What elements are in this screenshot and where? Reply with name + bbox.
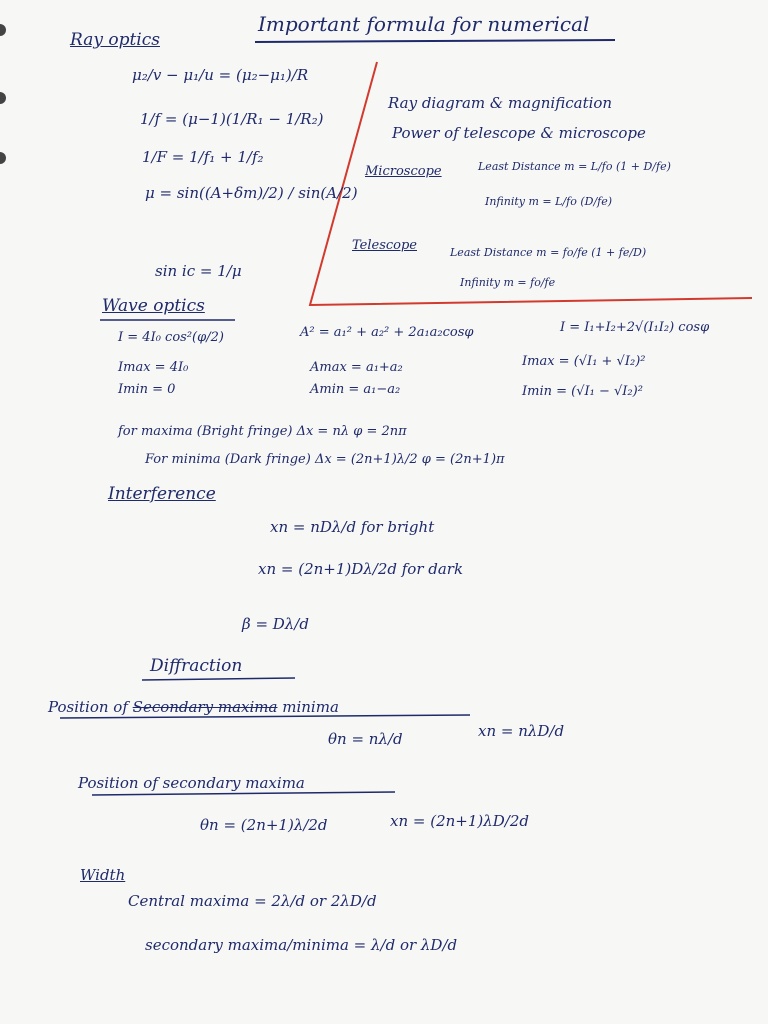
microscope-infinity: Infinity m = L/fo (D/fe) — [485, 195, 613, 208]
telescope-label: Telescope — [352, 238, 417, 253]
amax: Amax = a₁+a₂ — [310, 360, 403, 375]
formula-lens-maker: 1/f = (μ−1)(1/R₁ − 1/R₂) — [140, 110, 324, 128]
box-title-2: Power of telescope & microscope — [392, 124, 646, 142]
diffraction-heading: Diffraction — [150, 656, 243, 676]
secondary-maxima-width: secondary maxima/minima = λ/d or λD/d — [145, 936, 458, 954]
formula-critical-angle: sin ic = 1/μ — [155, 262, 242, 280]
box-title-1: Ray diagram & magnification — [388, 94, 613, 112]
central-maxima-width: Central maxima = 2λ/d or 2λD/d — [128, 892, 377, 910]
minima-word: minima — [282, 698, 339, 716]
position-secondary-maxima-label: Position of secondary maxima — [78, 774, 305, 792]
amplitude-formula: A² = a₁² + a₂² + 2a₁a₂cosφ — [300, 325, 474, 340]
amin: Amin = a₁−a₂ — [310, 382, 401, 397]
maxima-x: xn = (2n+1)λD/2d — [390, 812, 529, 830]
ray-optics-heading: Ray optics — [70, 30, 160, 50]
microscope-label: Microscope — [365, 164, 442, 179]
maxima-condition: for maxima (Bright fringe) Δx = nλ φ = 2nπ — [118, 424, 407, 439]
maxima-theta: θn = (2n+1)λ/2d — [200, 816, 328, 834]
imin-zero: Imin = 0 — [118, 382, 176, 397]
formula-prism: μ = sin((A+δm)/2) / sin(A/2) — [145, 184, 358, 202]
struck-text: Secondary maxima — [132, 698, 278, 716]
dark-fringe-position: xn = (2n+1)Dλ/2d for dark — [258, 560, 464, 578]
minima-condition: For minima (Dark fringe) Δx = (2n+1)λ/2 φ = (2n+1)π — [145, 452, 505, 467]
bright-fringe-position: xn = nDλ/d for bright — [270, 518, 435, 536]
fringe-width: β = Dλ/d — [242, 615, 309, 633]
formula-refraction-surface: μ₂/v − μ₁/u = (μ₂−μ₁)/R — [132, 66, 309, 84]
formula-lens-combination: 1/F = 1/f₁ + 1/f₂ — [142, 148, 264, 166]
intensity-formula: I = 4I₀ cos²(φ/2) — [118, 330, 224, 345]
position-of-label — [48, 698, 339, 716]
imax-4i0: Imax = 4I₀ — [118, 360, 189, 375]
microscope-least: Least Distance m = L/fo (1 + D/fe) — [478, 160, 671, 173]
wave-optics-heading: Wave optics — [102, 296, 205, 316]
page-title: Important formula for numerical — [258, 12, 590, 36]
minima-x: xn = nλD/d — [478, 722, 565, 740]
minima-theta: θn = nλ/d — [328, 730, 403, 748]
imin-root: Imin = (√I₁ − √I₂)² — [522, 384, 643, 399]
interference-heading: Interference — [108, 484, 216, 504]
imax-root: Imax = (√I₁ + √I₂)² — [522, 354, 646, 369]
width-label: Width — [80, 866, 126, 884]
resultant-intensity-formula: I = I₁+I₂+2√(I₁I₂) cosφ — [560, 320, 710, 335]
telescope-infinity: Infinity m = fo/fe — [460, 276, 556, 289]
telescope-least: Least Distance m = fo/fe (1 + fe/D) — [450, 246, 647, 259]
position-of-text: Position of — [48, 698, 128, 716]
